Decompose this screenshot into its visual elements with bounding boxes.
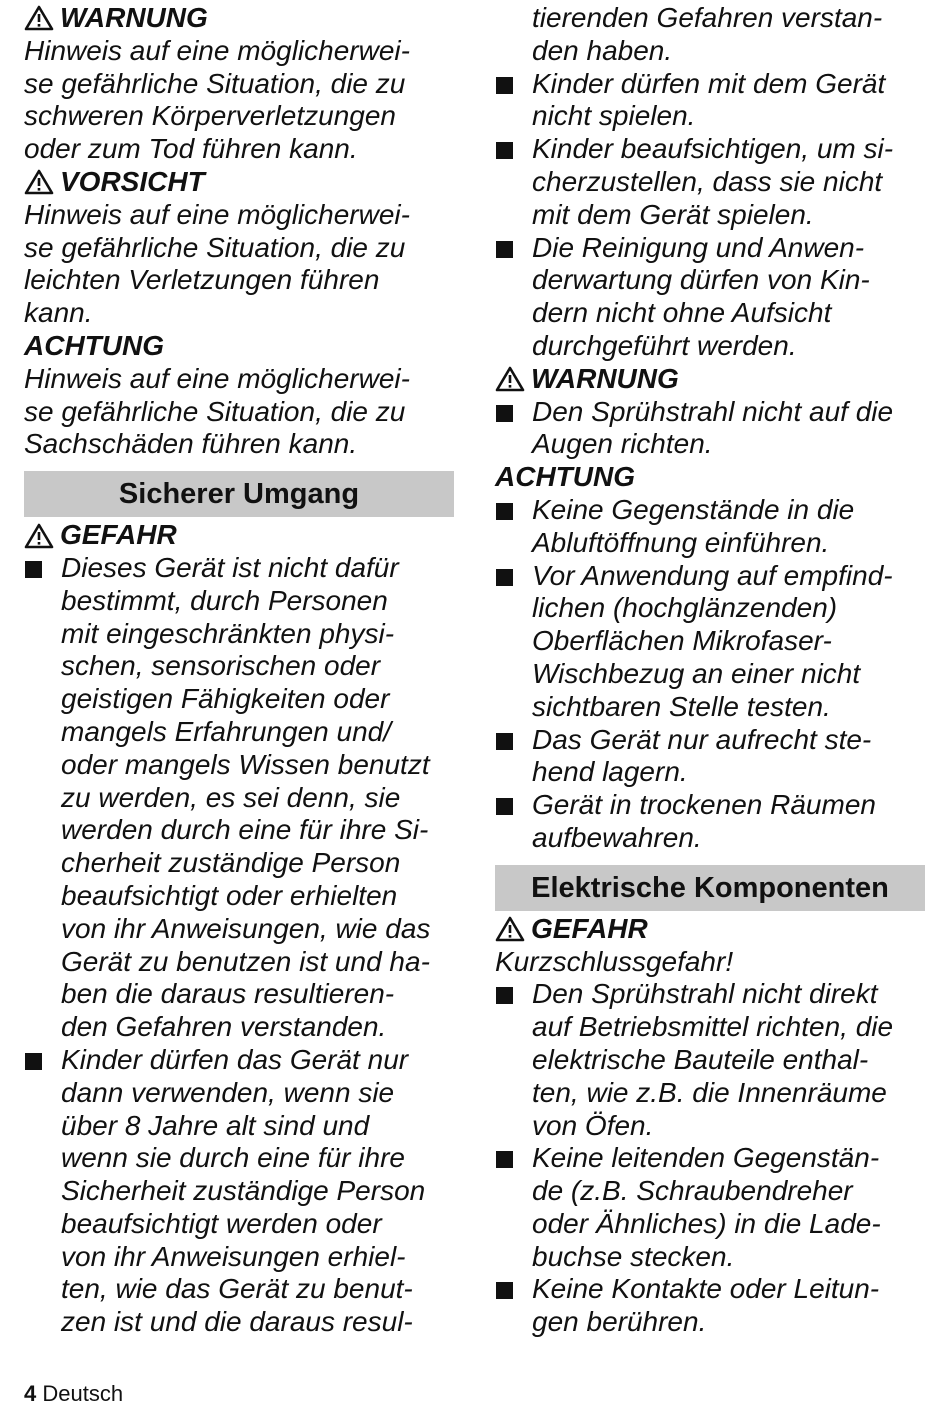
vorsicht-title: VORSICHT <box>60 165 205 197</box>
bullet-square-icon <box>496 241 513 258</box>
gefahr-heading <box>495 913 925 946</box>
warnung-heading <box>495 363 925 396</box>
bullet-square-icon <box>496 1151 513 1168</box>
page-footer <box>24 1381 123 1407</box>
list-item: Kinder beaufsichtigen, um si- cherzustellen, dass sie nicht mit dem Gerät spielen. <box>495 133 925 231</box>
bullet-square-icon <box>25 1053 42 1070</box>
warnung-title: WARNUNG <box>60 2 208 33</box>
list-item: Dieses Gerät ist nicht dafür bestimmt, durch Personen mit eingeschränkten physi- schen, sensorischen oder geistigen Fähigkeiten oder mangels Erfahrungen und/ oder mangels Wissen benutzt zu werden, es sei denn, sie werden durch eine für ihre Si- cherheit zuständige Person beaufsichtigt oder erhielten von ihr Anweisungen, wie das Gerät zu benutzen ist und ha- ben die daraus resultieren- den Gefahren verstanden. <box>24 552 454 1044</box>
vorsicht-text: Hinweis auf eine möglicherwei- se gefährliche Situation, die zu leichten Verletzungen führen kann. <box>24 198 410 329</box>
list-item: Keine Kontakte oder Leitun- gen berühren. <box>495 1273 925 1339</box>
achtung-heading <box>495 461 925 494</box>
list-item: Den Sprühstrahl nicht direkt auf Betriebsmittel richten, die elektrische Bauteile enthal- ten, wie z.B. die Innenräume von Öfen. <box>495 978 925 1142</box>
list-item: Die Reinigung und Anwen- derwartung dürfen von Kin- dern nicht ohne Aufsicht durchgeführt werden. <box>495 232 925 363</box>
warning-triangle-icon <box>24 168 54 196</box>
achtung-title: ACHTUNG <box>495 461 635 493</box>
achtung-heading <box>24 330 454 363</box>
list-item: Kinder dürfen das Gerät nur dann verwenden, wenn sie über 8 Jahre alt sind und wenn sie durch eine für ihre Sicherheit zuständige Person beaufsichtigt werden oder von ihr Anweisungen erhiel- ten, wie das Gerät zu benut- zen ist und die daraus resul- <box>24 1044 454 1339</box>
vorsicht-heading <box>24 166 454 199</box>
list-item: Keine leitenden Gegenstän- de (z.B. Schraubendreher oder Ähnliches) in die Lade- buchse stecken. <box>495 1142 925 1273</box>
warnung-heading <box>24 2 454 35</box>
gefahr-intro: Kurzschlussgefahr! <box>495 945 734 977</box>
left-column <box>24 2 454 1339</box>
list-item: Das Gerät nur aufrecht ste- hend lagern. <box>495 724 925 790</box>
bullet-square-icon <box>496 142 513 159</box>
warnung-title: WARNUNG <box>531 362 679 394</box>
footer-language: Deutsch <box>42 1381 124 1406</box>
gefahr-heading <box>24 519 454 552</box>
list-item: Keine Gegenstände in die Abluftöffnung einführen. <box>495 494 925 560</box>
bullet-square-icon <box>496 1282 513 1299</box>
warnung-text: Hinweis auf eine möglicherwei- se gefährliche Situation, die zu schweren Körperverletzungen oder zum Tod führen kann. <box>24 34 410 165</box>
bullet-square-icon <box>496 503 513 520</box>
list-item: Kinder dürfen mit dem Gerät nicht spielen. <box>495 68 925 134</box>
bullet-square-icon <box>496 733 513 750</box>
warning-triangle-icon <box>24 4 54 32</box>
warning-triangle-icon <box>495 365 525 393</box>
gefahr-title: GEFAHR <box>531 912 648 944</box>
list-item: Vor Anwendung auf empfind- lichen (hochglänzenden) Oberflächen Mikrofaser- Wischbezug an einer nicht sichtbaren Stelle testen. <box>495 560 925 724</box>
bullet-square-icon <box>496 798 513 815</box>
warning-triangle-icon <box>495 915 525 943</box>
warning-triangle-icon <box>24 522 54 550</box>
section-heading-elektrische-komponenten: Elektrische Komponenten <box>495 865 925 911</box>
gefahr-title: GEFAHR <box>60 519 177 551</box>
section-heading-sicherer-umgang: Sicherer Umgang <box>24 471 454 517</box>
bullet-square-icon <box>496 987 513 1004</box>
bullet-square-icon <box>25 561 42 578</box>
bullet-square-icon <box>496 77 513 94</box>
achtung-text: Hinweis auf eine möglicherwei- se gefährliche Situation, die zu Sachschäden führen kann. <box>24 362 410 460</box>
achtung-title: ACHTUNG <box>24 329 164 361</box>
right-column <box>495 2 925 1339</box>
list-item: Den Sprühstrahl nicht auf die Augen richten. <box>495 396 925 462</box>
page-number: 4 <box>24 1381 37 1406</box>
bullet-square-icon <box>496 405 513 422</box>
continued-text: tierenden Gefahren verstan- den haben. <box>532 2 883 66</box>
list-item: Gerät in trockenen Räumen aufbewahren. <box>495 789 925 855</box>
bullet-square-icon <box>496 569 513 586</box>
